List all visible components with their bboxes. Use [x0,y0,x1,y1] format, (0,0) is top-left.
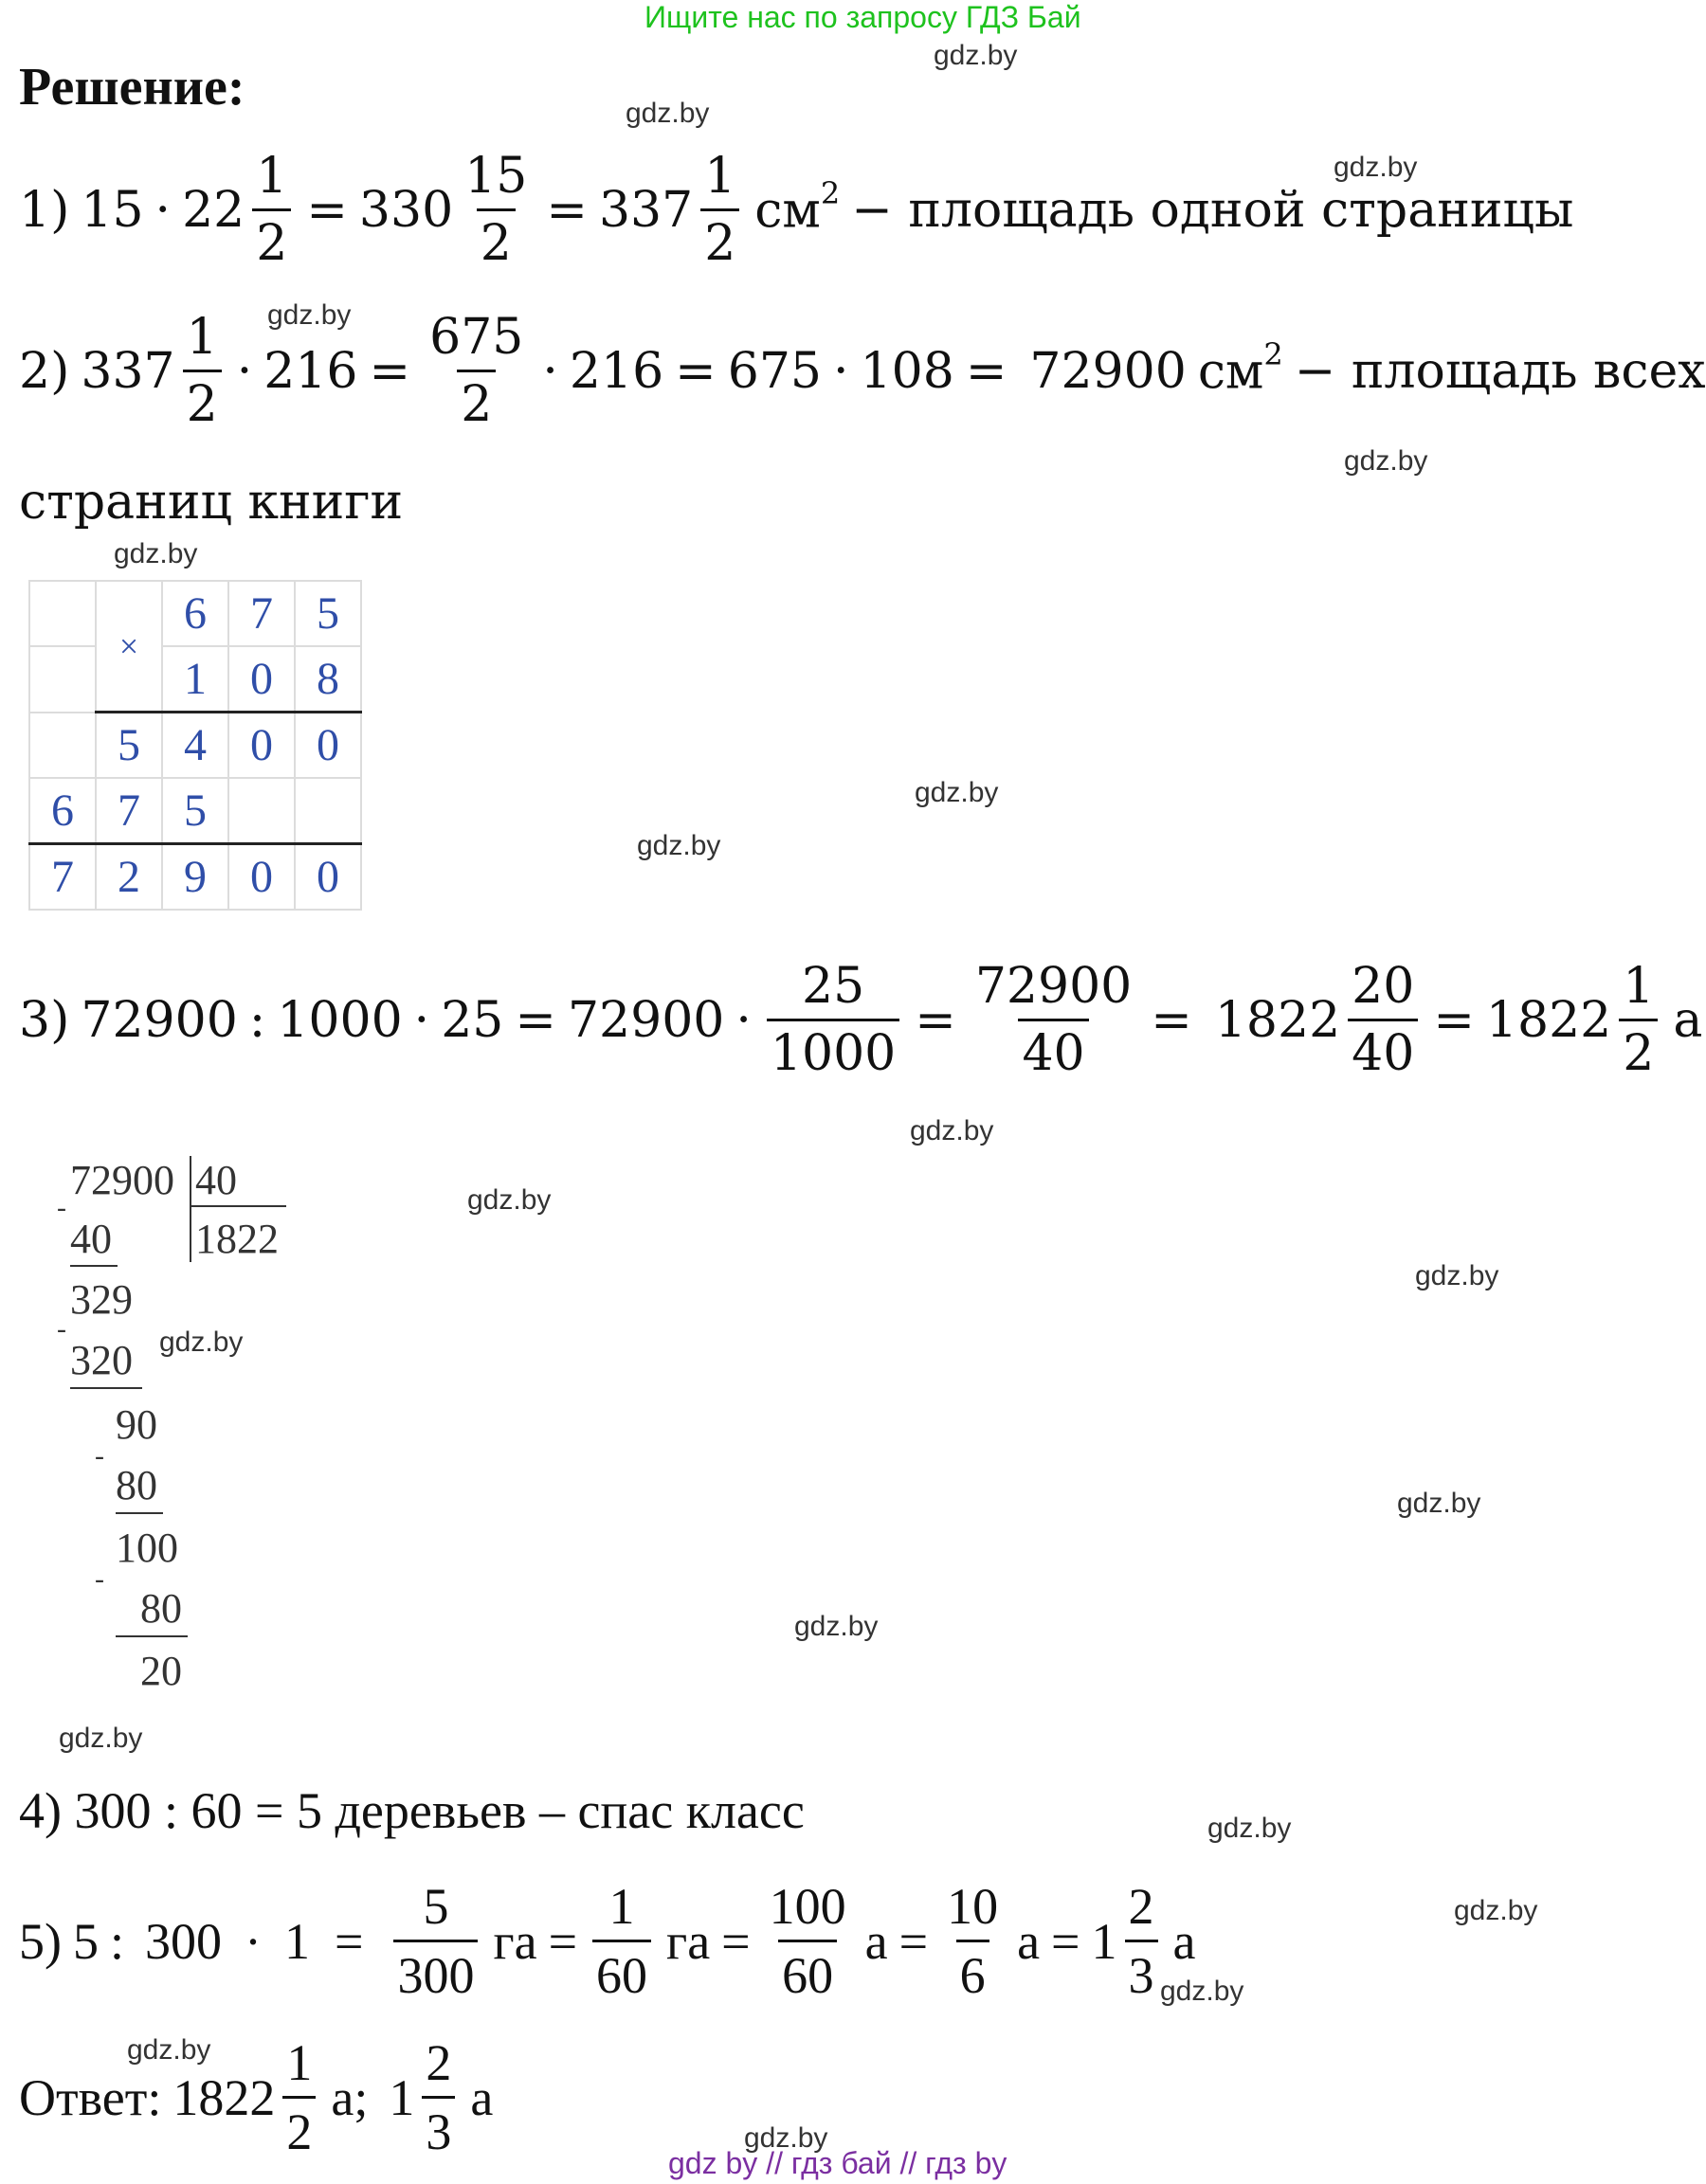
multiply-sign: × [96,581,162,713]
grid-cell: 7 [228,581,295,646]
grid-cell [228,778,295,844]
grid-cell: 0 [228,646,295,713]
watermark: gdz.by [467,1184,552,1216]
unit: а; [331,2068,369,2126]
operator: · [245,1912,262,1970]
unit: а [864,1912,888,1970]
long-division [57,1146,303,1696]
step-3 [19,958,1703,1082]
mixed-number: 1822 $\frac{1}{2}$ [172,2037,319,2157]
fraction: $\frac{5}{300}$ [393,1881,478,2001]
watermark: gdz.by [114,538,198,569]
answer-label: Ответ: [19,2068,162,2126]
unit: а [1172,1912,1196,1970]
mixed-number: 337 $\frac{1}{2}$ [599,152,743,268]
operand: 1000 [277,991,403,1049]
division-step: 80 [116,1462,157,1508]
equals: = [721,1912,751,1970]
division-step: 90 [116,1401,157,1448]
mixed-number: 1822 $\frac{1}{2}$ [1486,962,1661,1078]
fraction: $\frac{1}{2}$ [183,313,222,429]
division-underline [116,1512,163,1514]
division-step: 329 [70,1276,133,1323]
fraction: $\frac{10}{6}$ [947,1878,999,2004]
unit: $см^2$ [1197,335,1283,401]
grid-cell: 1 [162,646,228,713]
fraction: $\frac{1}{2}$ [252,152,291,268]
division-step: 100 [116,1525,178,1571]
answer [19,2034,494,2160]
division-remainder: 20 [140,1648,182,1694]
watermark: gdz.by [159,1327,244,1358]
watermark: gdz.by [1344,445,1428,477]
step-number: 2) [19,342,70,400]
operand: 5 [72,1912,99,1970]
watermark: gdz.by [794,1611,879,1642]
multiplication-grid [28,580,362,911]
unit: га [666,1912,711,1970]
grid-cell [295,778,361,844]
heading: Решение: [19,58,245,117]
grid-cell: 6 [162,581,228,646]
watermark: gdz.by [934,40,1018,71]
equals: = [965,342,1007,400]
equals: = [675,342,717,400]
watermark: gdz.by [267,299,352,331]
operator: · [542,342,558,400]
operator: · [735,991,752,1049]
grid-cell: 5 [295,581,361,646]
top-banner: Ищите нас по запросу ГДЗ Бай [644,0,1081,34]
fraction: $\frac{1}{60}$ [592,1881,651,2001]
equals: = [548,1912,578,1970]
step-1 [19,148,1574,272]
operator: : [248,991,266,1049]
minus-sign: - [95,1440,104,1471]
watermark: gdz.by [127,2034,211,2066]
step-description-continued: страниц книги [19,474,404,531]
mixed-number: 1 $\frac{2}{3}$ [1092,1881,1162,2001]
watermark: gdz.by [915,777,999,808]
unit: а [1673,991,1703,1049]
equals: = [915,991,956,1049]
grid-cell: 0 [295,844,361,911]
fraction: $\frac{72900}{40}$ [974,958,1133,1082]
division-step: 40 [70,1216,112,1262]
grid-cell: 0 [228,713,295,779]
minus-sign: - [57,1192,66,1223]
step-number: 5) [19,1912,62,1970]
unit: га [493,1912,537,1970]
equals: = [1151,991,1192,1049]
minus-sign: - [57,1313,66,1345]
unit: а [1017,1912,1041,1970]
grid-cell: 7 [29,844,96,911]
grid-cell: 8 [295,646,361,713]
step-4: 4) 300 : 60 = 5 деревьев – спас класс [19,1782,805,1839]
grid-cell: 0 [295,713,361,779]
equals: = [898,1912,929,1970]
division-underline [70,1265,118,1267]
fraction: $\frac{2}{3}$ [1125,1881,1158,2001]
operand: 25 [441,991,504,1049]
mixed-number: 1822 $\frac{20}{40}$ [1215,962,1423,1078]
mixed-number: 330 $\frac{15}{2}$ [359,152,535,268]
step-2 [19,309,1706,433]
watermark: gdz.by [637,830,721,861]
step-5 [19,1878,1196,2004]
watermark: gdz.by [744,2122,828,2154]
operand: 216 [569,342,664,400]
fraction: $\frac{675}{2}$ [429,309,524,433]
watermark: gdz.by [910,1115,994,1146]
unit: $см^2$ [754,174,841,240]
operand: 216 [263,342,358,400]
mixed-number: 1 $\frac{2}{3}$ [389,2037,459,2157]
operand: 72900 [81,991,238,1049]
grid-cell: 5 [96,713,162,779]
watermark: gdz.by [1207,1813,1292,1844]
fraction: $\frac{20}{40}$ [1348,962,1418,1078]
divisor: 40 [195,1157,237,1203]
watermark: gdz.by [1334,152,1418,183]
fraction: $\frac{100}{60}$ [769,1878,846,2004]
equals: = [334,1912,364,1970]
fraction: $\frac{25}{1000}$ [767,962,899,1078]
step-description: − площадь одной страницы [851,181,1574,239]
division-step: 320 [70,1337,133,1383]
watermark: gdz.by [1397,1488,1481,1519]
equals: = [515,991,556,1049]
operand: 675 [727,342,823,400]
grid-cell: 2 [96,844,162,911]
grid-cell [29,646,96,713]
operand: 108 [860,342,954,400]
dividend: 72900 [70,1157,174,1203]
division-bar-horizontal [190,1205,286,1207]
grid-cell: 5 [162,778,228,844]
footer: gdz by // гдз бай // гдз by [668,2146,1007,2180]
equals: = [1051,1912,1080,1970]
grid-cell: 7 [96,778,162,844]
operand: 72900 [567,991,725,1049]
operator: : [109,1912,124,1970]
fraction: $\frac{1}{2}$ [282,2037,316,2157]
step-number: 3) [19,991,70,1049]
grid-cell: 0 [228,844,295,911]
operand: 300 [145,1912,222,1970]
step-number: 1) [19,181,70,239]
operator: · [236,342,253,400]
minus-sign: - [95,1563,104,1595]
watermark: gdz.by [1160,1976,1244,2007]
equals: = [369,342,411,400]
operator: · [833,342,849,400]
grid-cell [29,713,96,779]
division-bar-vertical [190,1156,191,1262]
equals: = [306,181,348,239]
mixed-number: 22 $\frac{1}{2}$ [182,152,295,268]
fraction: $\frac{15}{2}$ [464,148,528,272]
quotient: 1822 [195,1216,279,1262]
unit: а [470,2068,494,2126]
fraction: $\frac{1}{2}$ [1619,962,1658,1078]
operand: 72900 [1029,342,1187,400]
fraction: $\frac{2}{3}$ [422,2037,455,2157]
equals: = [546,181,588,239]
watermark: gdz.by [59,1723,143,1754]
watermark: gdz.by [1415,1260,1499,1291]
operator: · [154,181,172,239]
operator: · [413,991,430,1049]
grid-cell: 4 [162,713,228,779]
grid-cell: 9 [162,844,228,911]
division-underline [70,1387,142,1389]
fraction: $\frac{1}{2}$ [700,152,739,268]
grid-cell: 6 [29,778,96,844]
watermark: gdz.by [626,98,710,129]
watermark: gdz.by [1454,1895,1538,1926]
mixed-number: 337 $\frac{1}{2}$ [81,313,225,429]
division-step: 80 [140,1585,182,1632]
grid-cell [29,581,96,646]
division-underline [116,1635,188,1637]
operand: 15 [81,181,144,239]
equals: = [1433,991,1475,1049]
operand: 1 [283,1912,310,1970]
step-description: − площадь всех [1294,342,1706,400]
